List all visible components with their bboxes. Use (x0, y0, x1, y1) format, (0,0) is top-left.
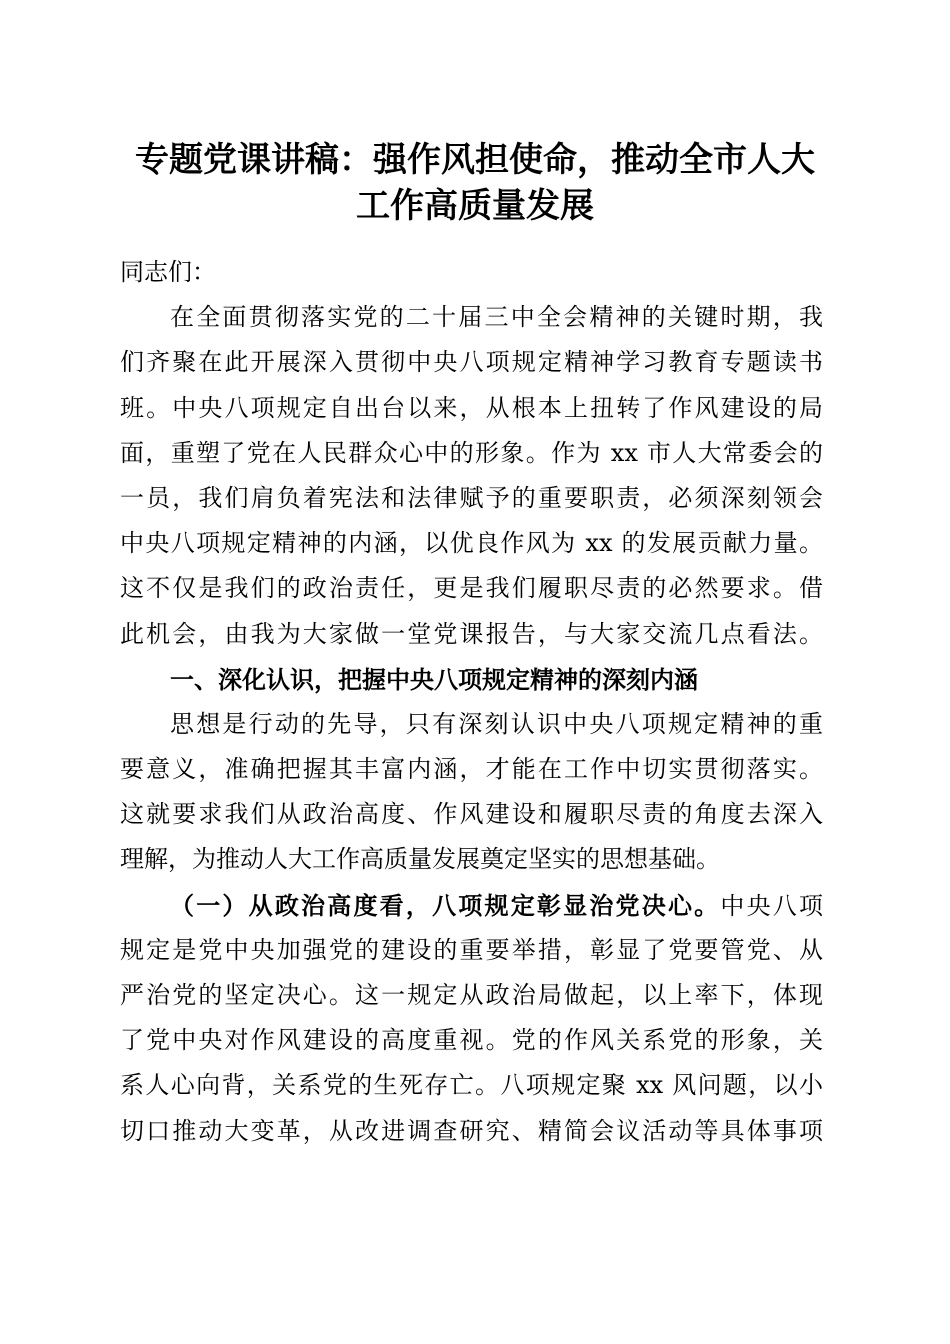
text-line: 中央八项规定精神的内涵，以优良作风为 xx 的发展贡献力量。 (120, 529, 823, 558)
text-line: 一员，我们肩负着宪法和法律赋予的重要职责，必须深刻领会 (120, 483, 823, 512)
text-line: 在全面贯彻落实党的二十届三中全会精神的关键时期，我 (170, 303, 823, 332)
text-line: 要意义，准确把握其丰富内涵，才能在工作中切实贯彻落实。 (120, 755, 823, 784)
document-title (100, 137, 850, 229)
text-line: 们齐聚在此开展深入贯彻中央八项规定精神学习教育专题读书 (120, 348, 823, 377)
paragraph-subsection-1 (120, 883, 823, 1154)
text-span: 中央八项 (720, 891, 823, 920)
text-line: 理解，为推动人大工作高质量发展奠定坚实的思想基础。 (120, 845, 720, 874)
subsection-heading: （一）从政治高度看，八项规定彰显治党决心。 (170, 890, 721, 920)
text-line: 这不仅是我们的政治责任，更是我们履职尽责的必然要求。借 (120, 574, 823, 603)
paragraph-section-intro (120, 702, 823, 883)
text-line: 此机会，由我为大家做一堂党课报告，与大家交流几点看法。 (120, 619, 823, 648)
paragraph-intro (120, 295, 823, 657)
text-line: 思想是行动的先导，只有深刻认识中央八项规定精神的重 (170, 709, 823, 738)
text-line: 规定是党中央加强党的建设的重要举措，彰显了党要管党、从 (120, 935, 823, 964)
document-body (120, 250, 823, 1154)
text-line: 切口推动大变革，从改进调查研究、精简会议活动等具体事项 (120, 1116, 823, 1145)
section-heading: 一、深化认识，把握中央八项规定精神的深刻内涵 (170, 664, 698, 694)
text-line: 严治党的坚定决心。这一规定从政治局做起，以上率下，体现 (120, 981, 823, 1009)
title-line: 专题党课讲稿：强作风担使命，推动全市人大 (135, 140, 815, 180)
text-line: 了党中央对作风建设的高度重视。党的作风关系党的形象，关 (120, 1026, 823, 1055)
text-line: 系人心向背，关系党的生死存亡。八项规定聚 xx 风问题，以小 (120, 1071, 823, 1100)
text-line: 班。中央八项规定自出台以来，从根本上扭转了作风建设的局 (120, 393, 823, 422)
salutation: 同志们： (120, 258, 216, 286)
text-line (120, 883, 823, 928)
title-line: 工作高质量发展 (356, 186, 594, 226)
text-line: 这就要求我们从政治高度、作风建设和履职尽责的角度去深入 (120, 800, 823, 829)
text-line: 面，重塑了党在人民群众心中的形象。作为 xx 市人大常委会的 (120, 438, 823, 467)
